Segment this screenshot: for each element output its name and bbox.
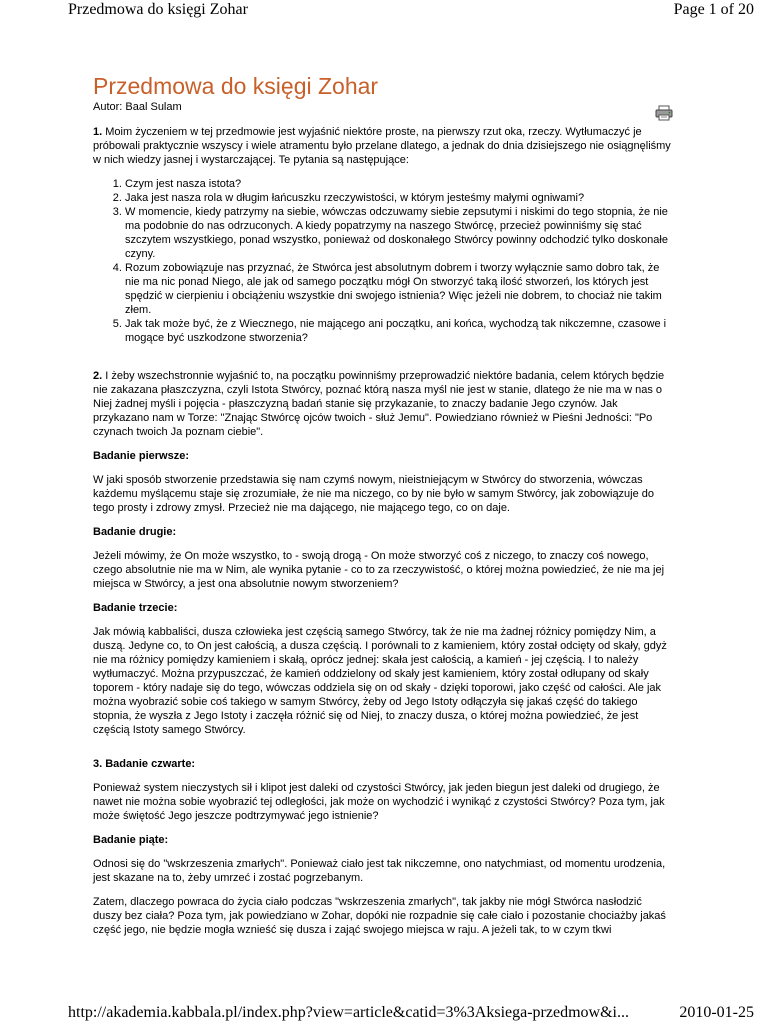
section-heading-2: Badanie drugie: xyxy=(93,526,177,538)
list-item: 1. Czym jest nasza istota? xyxy=(125,177,673,191)
paragraph-1 xyxy=(93,125,673,167)
spacer xyxy=(93,747,673,757)
print-header xyxy=(0,0,768,22)
list-item: 3. W momencie, kiedy patrzymy na siebie, wówczas odczuwamy siebie zepsutymi i niskimi do tego stopnia, że nie ma podobnie do nas odrzuconych. A kiedy popatrzymy na naszego Stwórcę, przecież powinniśmy się stać szczytem wszystkiego, ponad wszystko, ponieważ od doskonałego Stwórcy powinny odchodzić tylko doskonałe czyny. xyxy=(125,205,673,261)
section-heading-4: 3. Badanie czwarte: xyxy=(93,758,196,770)
section-heading-1: Badanie pierwsze: xyxy=(93,450,189,462)
section-heading-5: Badanie piąte: xyxy=(93,834,169,846)
paragraph-number: 1. xyxy=(93,126,103,138)
section-text-4: Ponieważ system nieczystych sił i klipot jest daleki od czystości Stwórcy, jak jeden biegun jest daleki od drugiego, że nawet nie można sobie wyobrazić tej odległości, jak może on wychodzić i wynikąć z czystości Stwórcy? Poza tym, jak może świętość Jego jeszcze podtrzymywać jego istnienie? xyxy=(93,782,665,822)
print-footer xyxy=(0,1004,768,1024)
section-text-2: Jeżeli mówimy, że On może wszystko, to - swoją drogą - On może stworzyć coś z niczego, to znaczy coś nowego, czego absolutnie nie ma w Nim, ale wynika pytanie - co to za rzeczywistość, o której można powiedzieć, że nie ma jej miejsca w Stwórcy, a jest ona absolutnie nowym stworzeniem? xyxy=(93,550,665,590)
list-item: 4. Rozum zobowiązuje nas przyznać, że Stwórca jest absolutnym dobrem i tworzy wyłącznie samo dobro tak, że nie ma nic ponad Niego, ale jak od samego początku mógł On stworzyć taką ilość stworzeń, los których jest spędzić w cierpieniu i obciążeniu wszystkie dni swojego istnienia? Więc jeżeli nie dobrem, to chociaż nie takim złem. xyxy=(125,261,673,317)
section-text-5b: Zatem, dlaczego powraca do życia ciało podczas "wskrzeszenia zmarłych", tak jakby nie mógł Stwórca nasłodzić duszy bez ciała? Poza tym, jak powiedziano w Zohar, dopóki nie rozpadnie się całe ciało i pozostanie chociażby jakaś część jego, nie będzie mogła wznieść się dusza i zająć swojego miejsca w raju. A jeżeli tak, to w czym tkwi xyxy=(93,896,666,936)
list-item: 5. Jak tak może być, że z Wiecznego, nie mającego ani początku, ani końca, wychodzą tak nikczemne, czasowe i mogące być uszkodzone stworzenia? xyxy=(125,317,673,345)
print-footer-url: http://akademia.kabbala.pl/index.php?view=article&catid=3%3Aksiega-przedmow&i... xyxy=(68,1004,629,1021)
article-author: Autor: Baal Sulam xyxy=(93,101,182,113)
question-list xyxy=(93,177,673,345)
print-header-title: Przedmowa do księgi Zohar xyxy=(68,1,248,18)
paragraph-2 xyxy=(93,369,673,439)
section-text-3: Jak mówią kabbaliści, dusza człowieka jest częścią samego Stwórcy, tak że nie ma żadnej różnicy pomiędzy Nim, a duszą. Jedyne co, to On jest całością, a dusza częścią. I porównali to z kamieniem, który został odcięty od skały, gdyż nie ma różnicy pomiędzy kamieniem i skałą, oprócz jednej: skała jest całością, a kamień - jej częścią. I to należy wytłumaczyć. Można przypuszczać, że kamień oddzielony od skały jest kamieniem, który został odłupany od skały toporem - który nadaje się do tego, wówczas oddziela się on od skały - dzięki toporowi, jako część od całości. Ale jak można wyobrazić sobie coś takiego w samym Stwórcy, żeby od Jego Istoty odłączyła się jakaś część do takiego stopnia, że wyszła z Jego Istoty i zaczęła różnić się od Niej, to znaczy dusza, o której można powiedzieć, że jest częścią Istoty samego Stwórcy. xyxy=(93,626,667,736)
paragraph-1-text: Moim życzeniem w tej przedmowie jest wyjaśnić niektóre proste, na pierwszy rzut oka, rzeczy. Wytłumaczyć je próbowali praktycznie wszyscy i wiele atramentu było przelane dlatego, a jednak do dnia dzisiejszego nie osiągnęliśmy w nich wiedzy jasnej i wystarczającej. Te pytania są następujące: xyxy=(93,126,671,166)
article xyxy=(93,72,673,947)
article-title: Przedmowa do księgi Zohar xyxy=(93,73,379,99)
printer-icon[interactable] xyxy=(655,105,673,121)
print-header-page: Page 1 of 20 xyxy=(673,1,754,18)
print-footer-date: 2010-01-25 xyxy=(679,1004,754,1021)
paragraph-2-text: I żeby wszechstronnie wyjaśnić to, na początku powinniśmy przeprowadzić niektóre badania, celem których będzie nie zakazana płaszczyzna, czyli Istota Stwórcy, poznać którą nasza myśl nie jest w stanie, dlatego że nie ma w nas o Niej żadnej myśli i pojęcia - płaszczyzną badań stanie się przykazanie, to znaczy badanie Jego czynów. Jak przykazano nam w Torze: "Znając Stwórcę ojców twoich - służ Jemu". Powiedziano również w Pieśni Jedności: "Po czynach twoich Ja poznam ciebie". xyxy=(93,370,665,438)
paragraph-number: 2. xyxy=(93,370,103,382)
list-item: 2. Jaka jest nasza rola w długim łańcuszku rzeczywistości, w którym jesteśmy małymi ogniwami? xyxy=(125,191,673,205)
section-heading-3: Badanie trzecie: xyxy=(93,602,178,614)
section-text-1: W jaki sposób stworzenie przedstawia się nam czymś nowym, nieistniejącym w Stwórcy do stworzenia, wówczas każdemu myślącemu staje się zrozumiałe, że nie ma niczego, co by nie było w samym Stwórcy, jak zobowiązuje do tego prosty i zdrowy zmysł. Przecież nie ma dającego, nie mającego tego, co on daje. xyxy=(93,474,655,514)
section-text-5a: Odnosi się do "wskrzeszenia zmarłych". Ponieważ ciało jest tak nikczemne, ono natychmiast, od momentu urodzenia, jest skazane na to, żeby umrzeć i zostać pogrzebanym. xyxy=(93,858,666,884)
